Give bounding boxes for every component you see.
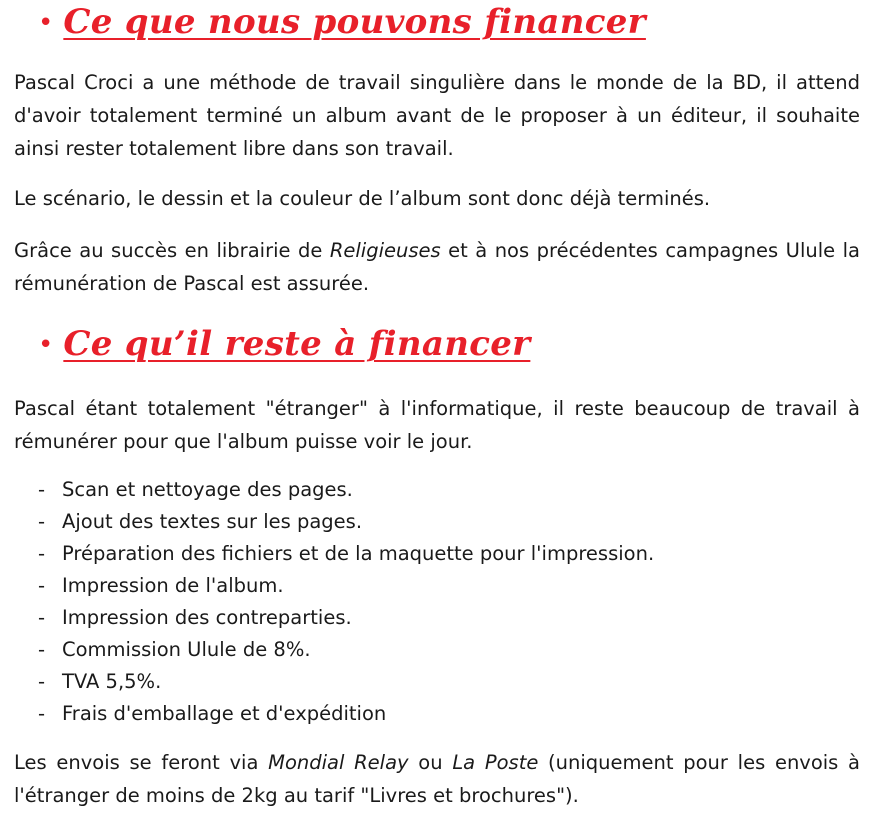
section-heading-financeable bbox=[38, 4, 646, 41]
dash-marker: - bbox=[38, 606, 46, 629]
paragraph-shipping: Les envois se feront via Mondial Relay ou La Poste (uniquement pour les envois à l'étranger de moins de 2kg au tarif "Livres et brochures"). bbox=[14, 751, 861, 807]
list-item: - Scan et nettoyage des pages. bbox=[38, 474, 654, 506]
heading-text: Ce que nous pouvons financer bbox=[63, 2, 646, 42]
paragraph-success: Grâce au succès en librairie de Religieuses et à nos précédentes campagnes Ulule la rémunération de Pascal est assurée. bbox=[14, 239, 860, 295]
carrier-mondial-relay: Mondial Relay bbox=[268, 751, 409, 774]
paragraph-finished: Le scénario, le dessin et la couleur de l’album sont donc déjà terminés. bbox=[14, 187, 711, 210]
list-item: - TVA 5,5%. bbox=[38, 666, 654, 698]
dash-marker: - bbox=[38, 574, 46, 597]
dash-marker: - bbox=[38, 542, 46, 565]
dash-marker: - bbox=[38, 638, 46, 661]
list-item: - Commission Ulule de 8%. bbox=[38, 634, 654, 666]
heading-text: Ce qu’il reste à financer bbox=[63, 324, 531, 364]
bullet-icon: • bbox=[38, 329, 54, 360]
bullet-icon: • bbox=[38, 7, 54, 38]
dash-marker: - bbox=[38, 670, 46, 693]
section-heading-remaining bbox=[38, 326, 530, 363]
paragraph-remaining-work: Pascal étant totalement "étranger" à l'informatique, il reste beaucoup de travail à rémunérer pour que l'album puisse voir le jour. bbox=[14, 397, 860, 453]
dash-marker: - bbox=[38, 702, 46, 725]
dash-marker: - bbox=[38, 510, 46, 533]
paragraph-method: Pascal Croci a une méthode de travail singulière dans le monde de la BD, il attend d'avoir totalement terminé un album avant de le proposer à un éditeur, il souhaite ainsi rester totalement libre dans son travail. bbox=[14, 71, 860, 160]
dash-marker: - bbox=[38, 478, 46, 501]
carrier-la-poste: La Poste bbox=[452, 751, 539, 774]
remaining-items-list bbox=[38, 474, 654, 730]
list-item: - Frais d'emballage et d'expédition bbox=[38, 698, 654, 730]
list-item: - Impression des contreparties. bbox=[38, 602, 654, 634]
list-item: - Préparation des fichiers et de la maquette pour l'impression. bbox=[38, 538, 654, 570]
list-item: - Impression de l'album. bbox=[38, 570, 654, 602]
list-item: - Ajout des textes sur les pages. bbox=[38, 506, 654, 538]
title-religieuses: Religieuses bbox=[329, 239, 441, 262]
